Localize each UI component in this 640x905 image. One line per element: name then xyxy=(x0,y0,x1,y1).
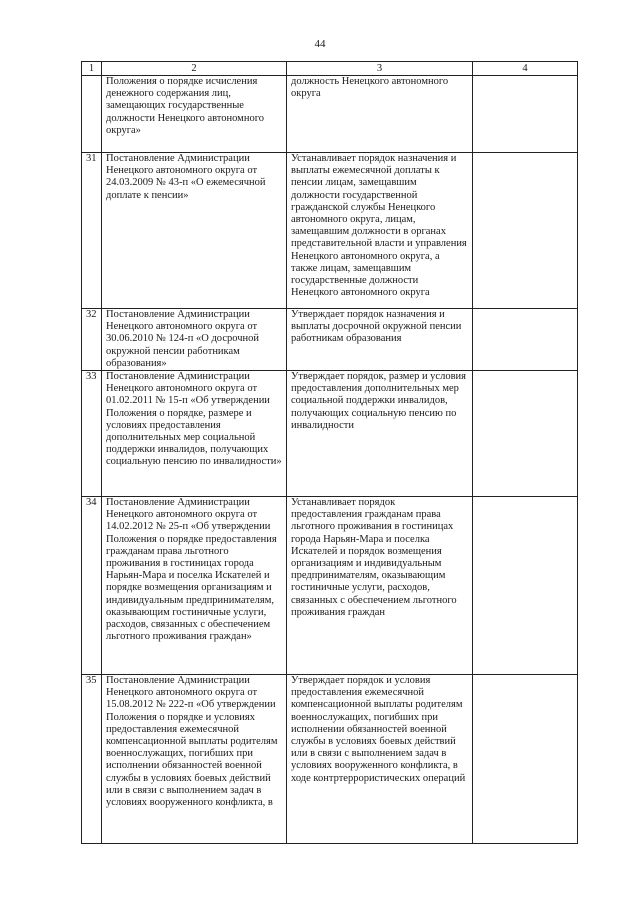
table-row xyxy=(82,309,578,371)
row-note xyxy=(473,76,578,153)
table-row xyxy=(82,76,578,153)
column-header-document: 2 xyxy=(102,62,287,76)
row-number xyxy=(82,76,102,153)
row-description: Утверждает порядок и условия предоставления ежемесячной компенсационной выплаты родителям военнослужащих, погибших при исполнении обязанностей военной службы в условиях боевых действий или в связи с выполнением задач в условиях вооруженного конфликта, в ходе контртеррористических операций xyxy=(287,675,473,844)
row-document: Постановление Администрации Ненецкого автономного округа от 24.03.2009 № 43-п «О ежемесячной доплате к пенсии» xyxy=(102,153,287,309)
table-row xyxy=(82,153,578,309)
row-number: 32 xyxy=(82,309,102,371)
row-note xyxy=(473,153,578,309)
row-number: 34 xyxy=(82,497,102,675)
table-header-row xyxy=(82,62,578,76)
legal-acts-table xyxy=(81,61,578,844)
table-row xyxy=(82,371,578,497)
row-number: 31 xyxy=(82,153,102,309)
row-note xyxy=(473,371,578,497)
row-document: Положения о порядке исчисления денежного содержания лиц, замещающих государственные должности Ненецкого автономного округа» xyxy=(102,76,287,153)
row-note xyxy=(473,675,578,844)
row-description: Утверждает порядок назначения и выплаты досрочной окружной пенсии работникам образования xyxy=(287,309,473,371)
table-row xyxy=(82,497,578,675)
page-number: 44 xyxy=(314,38,326,50)
row-document: Постановление Администрации Ненецкого автономного округа от 15.08.2012 № 222-п «Об утверждении Положения о порядке и условиях предоставления ежемесячной компенсационной выплаты родителям военнослужащих, погибших при исполнении обязанностей военной службы в условиях боевых действий или в связи с выполнением задач в условиях вооруженного конфликта, в xyxy=(102,675,287,844)
column-header-note: 4 xyxy=(473,62,578,76)
row-description: Устанавливает порядок назначения и выплаты ежемесячной доплаты к пенсии лицам, замещавшим должности государственной гражданской службы Ненецкого автономного округа, лицам, замещавшим должности в органах представительной власти и управления Ненецкого автономного округа, а также лицам, замещавшим государственные должности Ненецкого автономного округа xyxy=(287,153,473,309)
column-header-description: 3 xyxy=(287,62,473,76)
row-document: Постановление Администрации Ненецкого автономного округа от 30.06.2010 № 124-п «О досрочной окружной пенсии работникам образования» xyxy=(102,309,287,371)
row-description: Устанавливает порядок предоставления гражданам права льготного проживания в гостиницах города Нарьян-Мара и поселка Искателей и порядок возмещения организациям и индивидуальным предпринимателям, оказывающим гостиничные услуги, расходов, связанных с обеспечением льготного проживания граждан xyxy=(287,497,473,675)
row-number: 35 xyxy=(82,675,102,844)
table-row xyxy=(82,675,578,844)
row-document: Постановление Администрации Ненецкого автономного округа от 01.02.2011 № 15-п «Об утверждении Положения о порядке, размере и условиях предоставления дополнительных мер социальной поддержки инвалидов, получающих социальную пенсию по инвалидности» xyxy=(102,371,287,497)
column-header-number: 1 xyxy=(82,62,102,76)
row-description: должность Ненецкого автономного округа xyxy=(287,76,473,153)
row-number: 33 xyxy=(82,371,102,497)
row-description: Утверждает порядок, размер и условия предоставления дополнительных мер социальной поддержки инвалидов, получающих социальную пенсию по инвалидности xyxy=(287,371,473,497)
row-note xyxy=(473,497,578,675)
row-note xyxy=(473,309,578,371)
row-document: Постановление Администрации Ненецкого автономного округа от 14.02.2012 № 25-п «Об утверждении Положения о порядке предоставления гражданам права льготного проживания в гостиницах города Нарьян-Мара и поселка Искателей и порядке возмещения организациям и индивидуальным предпринимателям, оказывающим гостиничные услуги, расходов, связанных с обеспечением льготного проживания граждан» xyxy=(102,497,287,675)
